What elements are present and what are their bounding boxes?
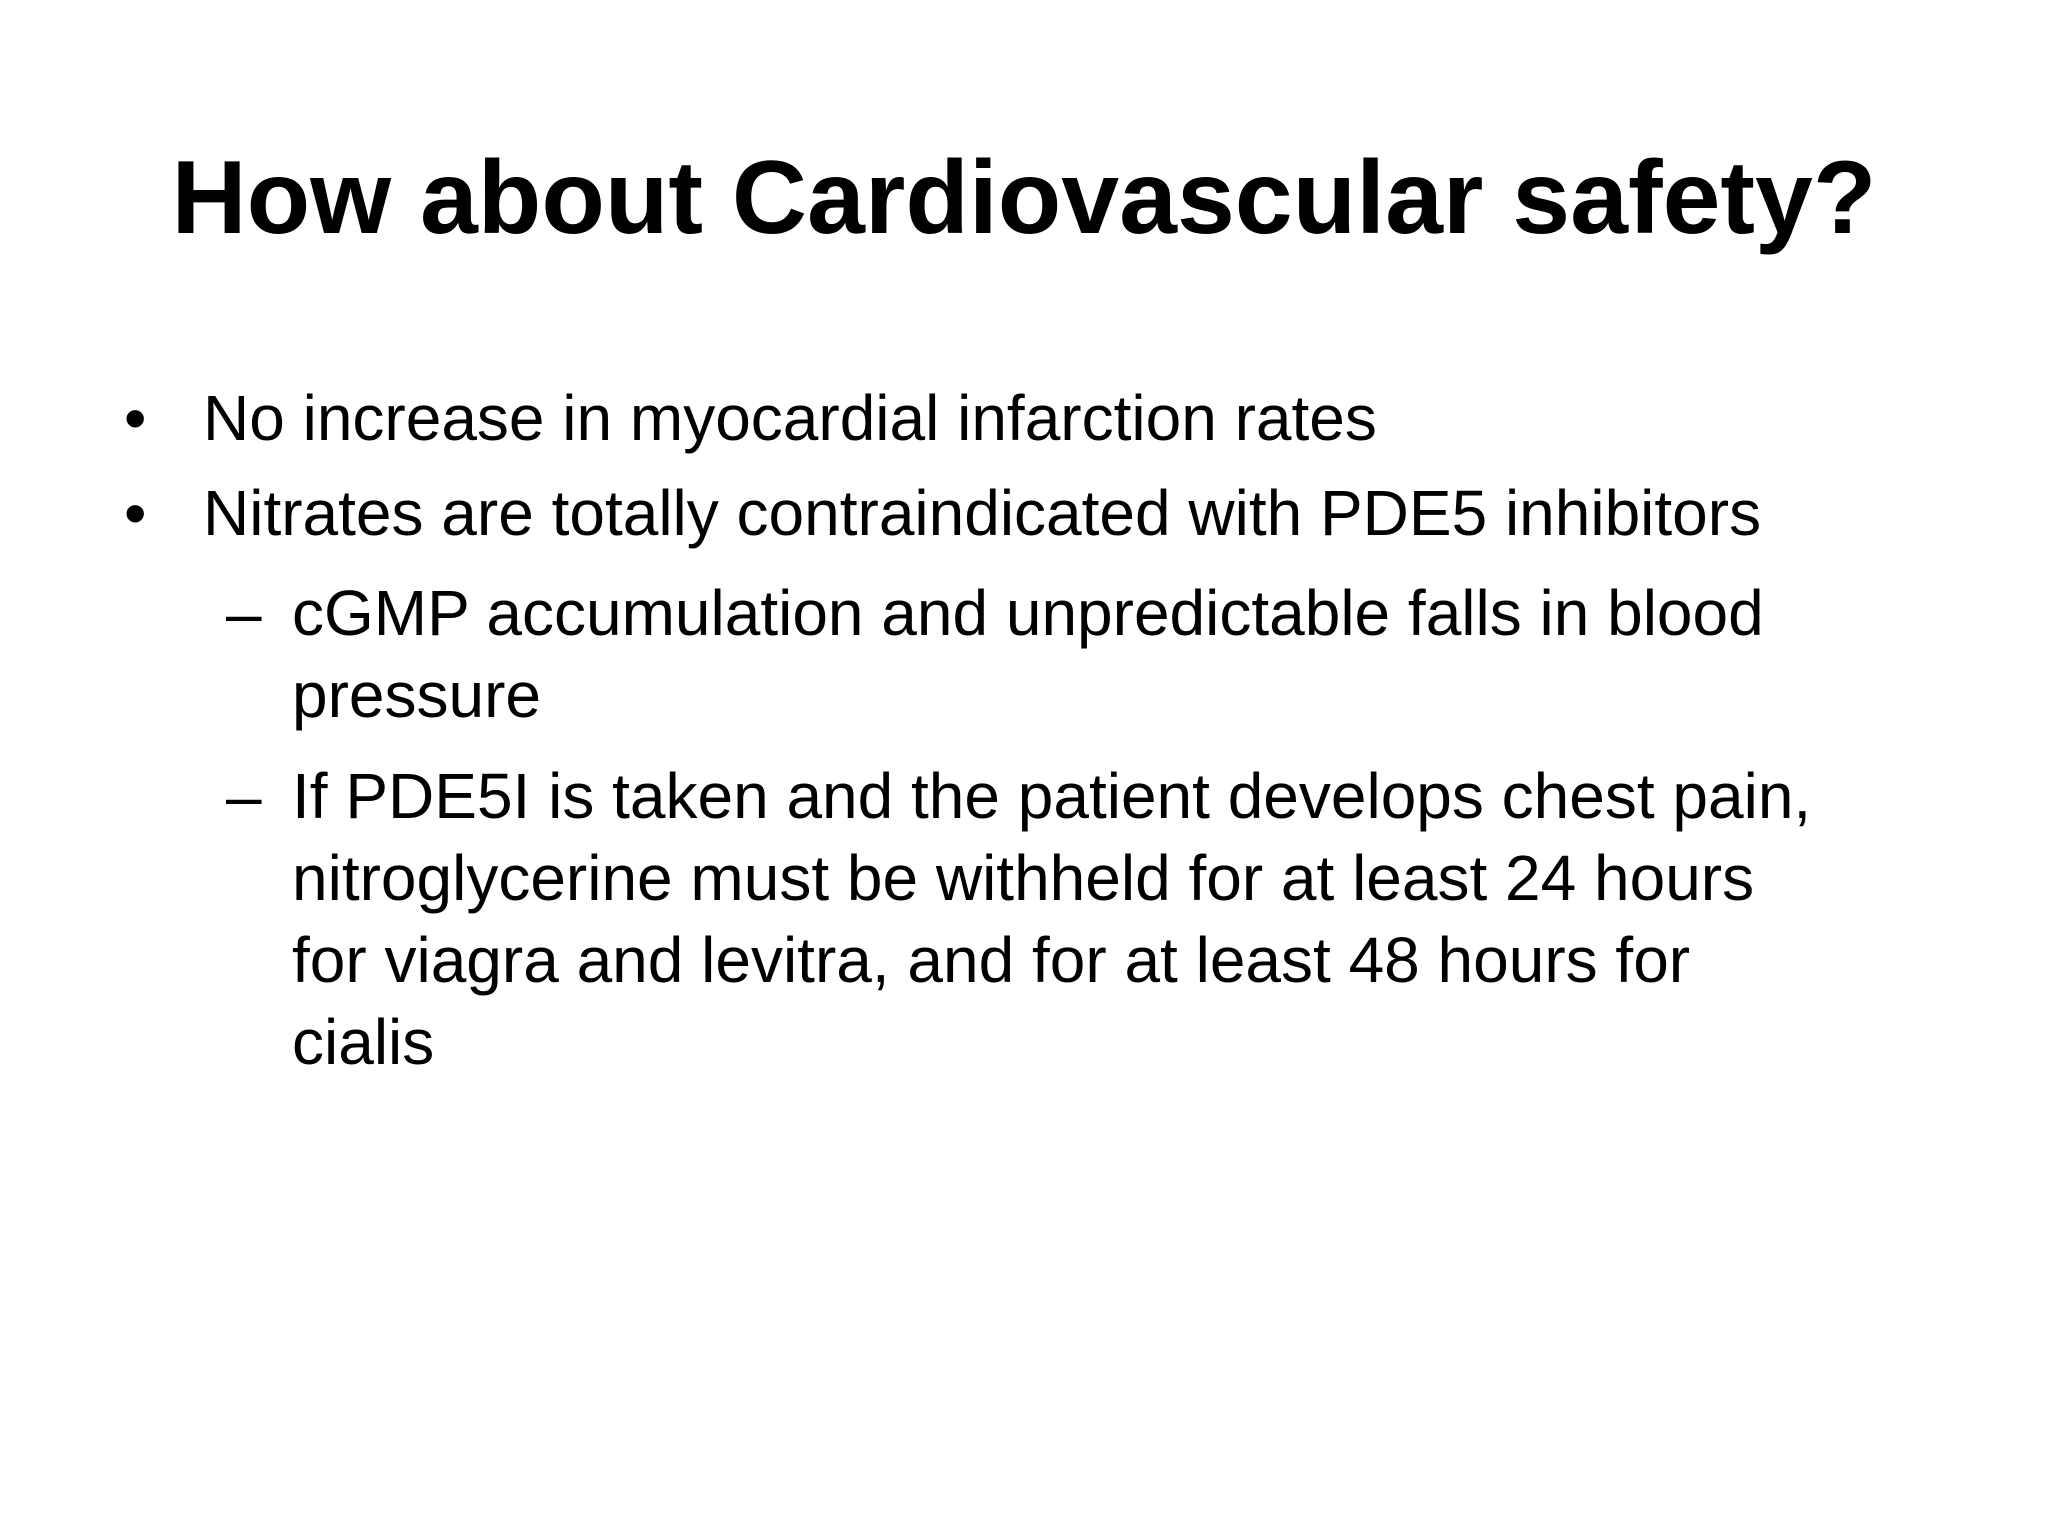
sub-bullet-text — [292, 755, 1811, 1083]
sub-bullet-marker: – — [226, 577, 262, 649]
sub-bullet-marker: – — [226, 760, 262, 832]
sub-bullet-line: If PDE5I is taken and the patient develops chest pain, — [292, 760, 1812, 832]
bullet-marker: • — [124, 477, 147, 549]
bullet-text: No increase in myocardial infarction rates — [203, 382, 1377, 454]
sub-bullet-line: cialis — [292, 1006, 435, 1078]
bullet-text: Nitrates are totally contraindicated with PDE5 inhibitors — [203, 477, 1762, 549]
sub-bullet-line: pressure — [292, 659, 541, 731]
bullet-marker: • — [124, 382, 147, 454]
sub-bullet-line: for viagra and levitra, and for at least 48 hours for — [292, 924, 1691, 996]
slide-title: How about Cardiovascular safety? — [171, 140, 1877, 256]
sub-bullet-line: cGMP accumulation and unpredictable falls in blood — [292, 577, 1764, 649]
sub-bullet-text — [292, 572, 1764, 736]
sub-bullet-line: nitroglycerine must be withheld for at least 24 hours — [292, 842, 1755, 914]
